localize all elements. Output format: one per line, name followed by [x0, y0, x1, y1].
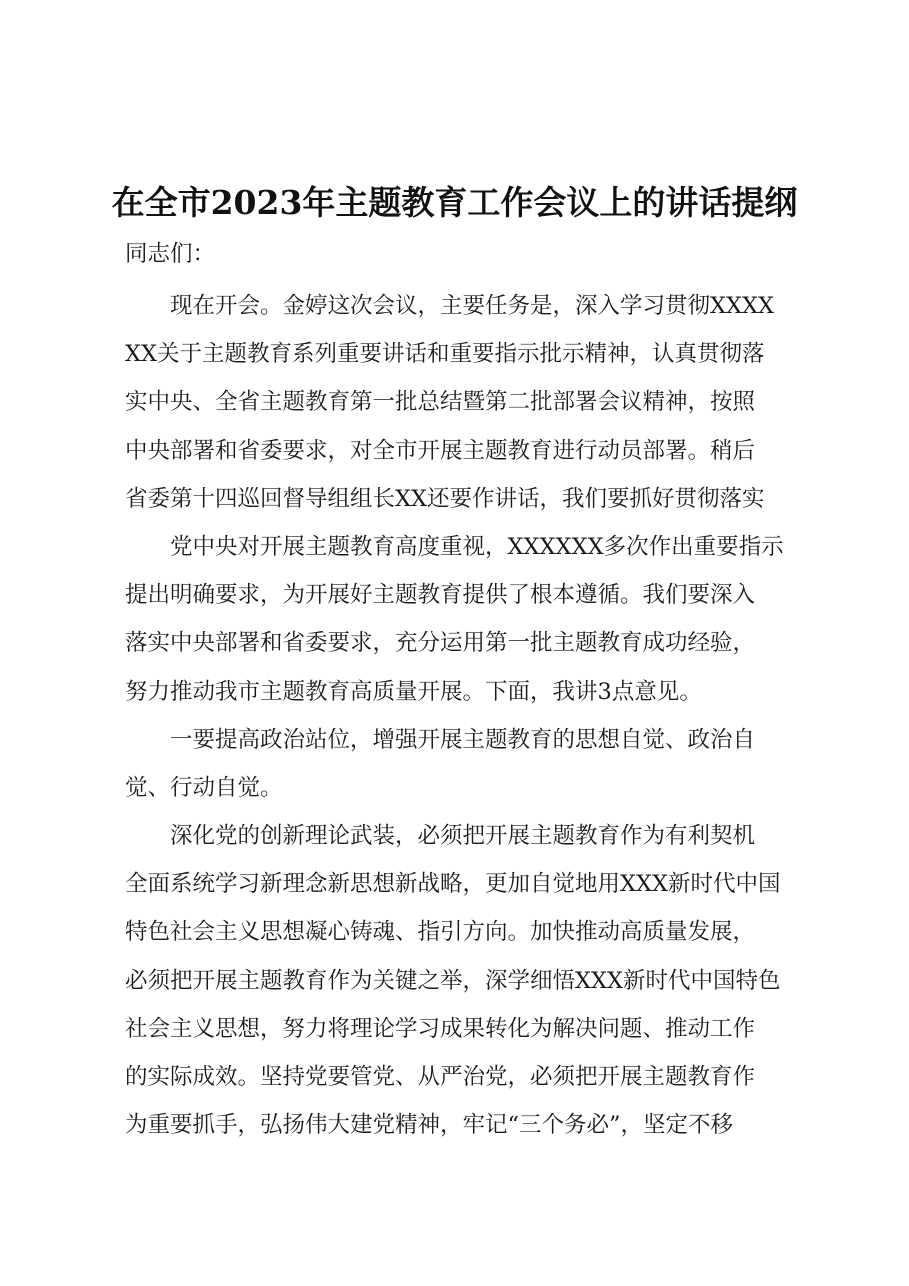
paragraph-line: 落实中央部署和省委要求，充分运用第一批主题教育成功经验，	[125, 630, 756, 657]
paragraph-line: 必须把开展主题教育作为关键之举，深学细悟XXX新时代中国特色	[125, 967, 781, 994]
paragraph-line: 实中央、全省主题教育第一批总结暨第二批部署会议精神，按照	[125, 389, 756, 416]
document-body	[125, 226, 825, 1149]
paragraph-line: 现在开会。金婷这次会议，主要任务是，深入学习贯彻XXXX	[170, 293, 775, 319]
paragraph-line: 特色社会主义思想凝心铸魂、指引方向。加快推动高质量发展，	[125, 919, 756, 946]
paragraph-line: 党中央对开展主题教育高度重视，XXXXXX多次作出重要指示	[170, 533, 784, 560]
document-title: 在全市2023年主题教育工作会议上的讲话提纲	[111, 183, 798, 222]
paragraph-line: 社会主义思想，努力将理论学习成果转化为解决问题、推动工作	[125, 1015, 756, 1042]
paragraph-line: 为重要抓手，弘扬伟大建党精神，牢记“三个务必”，坚定不移	[125, 1112, 734, 1139]
paragraph-line: 全面系统学习新理念新思想新战略，更加自觉地用XXX新时代中国	[125, 871, 781, 898]
paragraph-line: 提出明确要求，为开展好主题教育提供了根本遵循。我们要深入	[125, 582, 756, 609]
paragraph-line: 深化党的创新理论武装，必须把开展主题教育作为有利契机	[170, 823, 756, 850]
salutation: 同志们：	[125, 241, 216, 267]
section-heading-line: 觉、行动自觉。	[125, 774, 283, 801]
paragraph-line: 的实际成效。坚持党要管党、从严治党，必须把开展主题教育作	[125, 1064, 756, 1090]
paragraph-line: 中央部署和省委要求，对全市开展主题教育进行动员部署。稍后	[125, 437, 756, 464]
paragraph-line: 努力推动我市主题教育高质量开展。下面，我讲3点意见。	[125, 678, 702, 705]
section-heading-line: 一要提高政治站位，增强开展主题教育的思想自觉、政治自	[170, 726, 756, 753]
paragraph-line: 省委第十四巡回督导组组长XX还要作讲话，我们要抓好贯彻落实	[125, 485, 765, 512]
paragraph-line: XX关于主题教育系列重要讲话和重要指示批示精神，认真贯彻落	[125, 341, 765, 368]
